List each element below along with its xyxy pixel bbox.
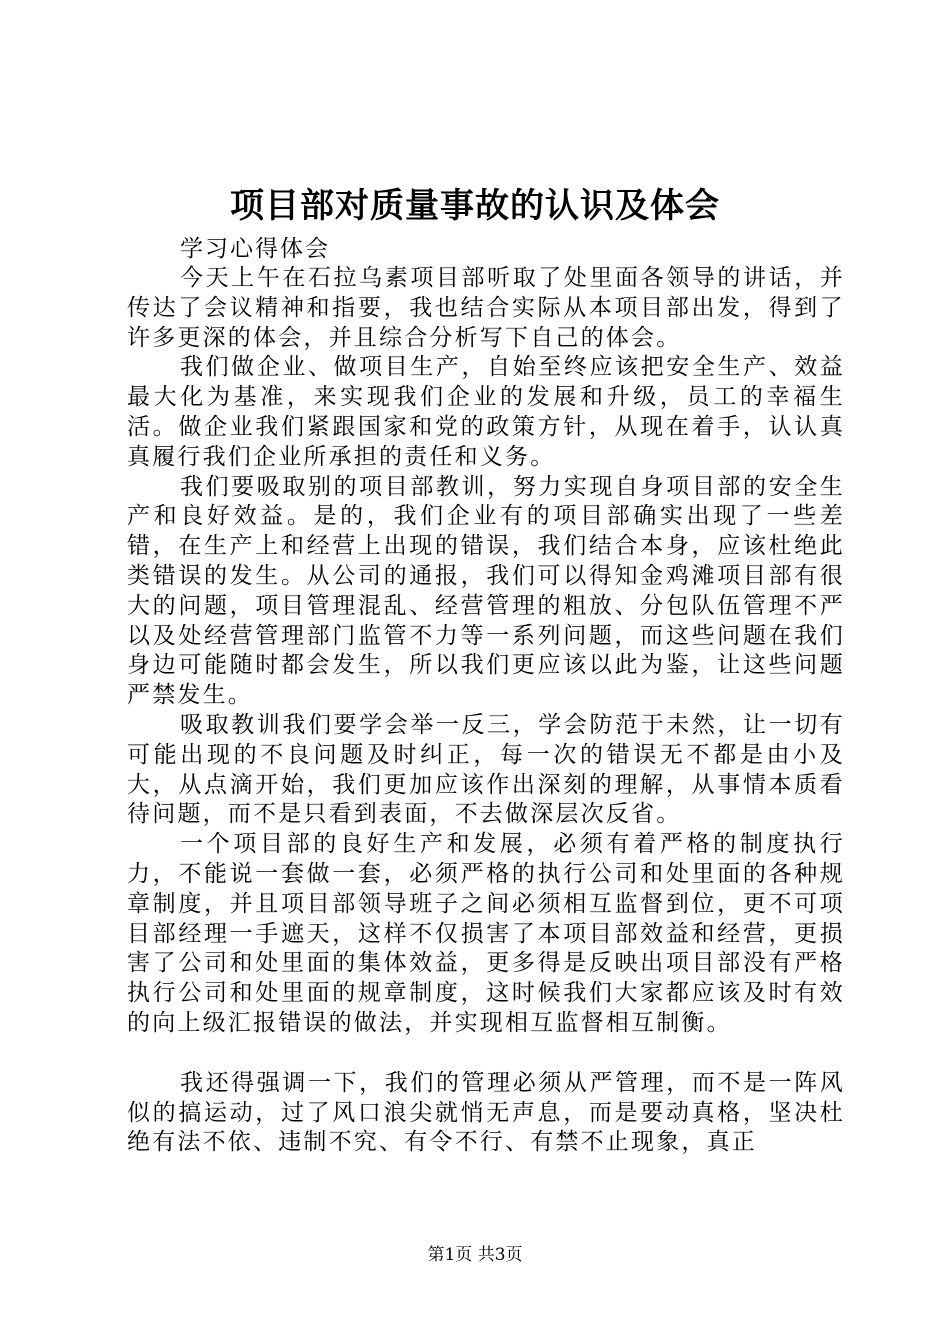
document-body [127, 234, 845, 1158]
page-number-footer: 第1页 共3页 [427, 1245, 523, 1265]
document-title: 项目部对质量事故的认识及体会 [230, 186, 720, 226]
document-subtitle: 学习心得体会 [180, 236, 330, 262]
paragraph-3: 我们要吸取别的项目部教训，努力实现自身项目部的安全生产和良好效益。是的，我们企业有的项目部确实出现了一些差错，在生产上和经营上出现的错误，我们结合本身，应该杜绝此类错误的发生。从公司的通报，我们可以得知金鸡滩项目部有很大的问题，项目管理混乱、经营管理的粗放、分包队伍管理不严以及处经营管理部门监管不力等一系列问题，而这些问题在我们身边可能随时都会发生，所以我们更应该以此为鉴，让这些问题严禁发生。 [127, 473, 845, 709]
paragraph-6: 我还得强调一下，我们的管理必须从严管理，而不是一阵风似的搞运动，过了风口浪尖就悄无声息，而是要动真格，坚决杜绝有法不依、违制不究、有令不行、有禁不止现象，真正 [127, 1069, 845, 1156]
paragraph-spacer [127, 1039, 845, 1069]
paragraph-5: 一个项目部的良好生产和发展，必须有着严格的制度执行力，不能说一套做一套，必须严格的执行公司和处里面的各种规章制度，并且项目部领导班子之间必须相互监督到位，更不可项目部经理一手遮天，这样不仅损害了本项目部效益和经营，更损害了公司和处里面的集体效益，更多得是反映出项目部没有严格执行公司和处里面的规章制度，这时候我们大家都应该及时有效的向上级汇报错误的做法，并实现相互监督相互制衡。 [127, 831, 845, 1036]
paragraph-4: 吸取教训我们要学会举一反三，学会防范于未然，让一切有可能出现的不良问题及时纠正，每一次的错误无不都是由小及大，从点滴开始，我们更加应该作出深刻的理解，从事情本质看待问题，而不是只看到表面，不去做深层次反省。 [127, 711, 845, 828]
paragraph-1: 今天上午在石拉乌素项目部听取了处里面各领导的讲话，并传达了会议精神和指要，我也结合实际从本项目部出发，得到了许多更深的体会，并且综合分析写下自己的体会。 [127, 265, 845, 351]
paragraph-2: 我们做企业、做项目生产，自始至终应该把安全生产、效益最大化为基准，来实现我们企业的发展和升级，员工的幸福生活。做企业我们紧跟国家和党的政策方针，从现在着手，认认真真履行我们企业所承担的责任和义务。 [127, 354, 845, 470]
